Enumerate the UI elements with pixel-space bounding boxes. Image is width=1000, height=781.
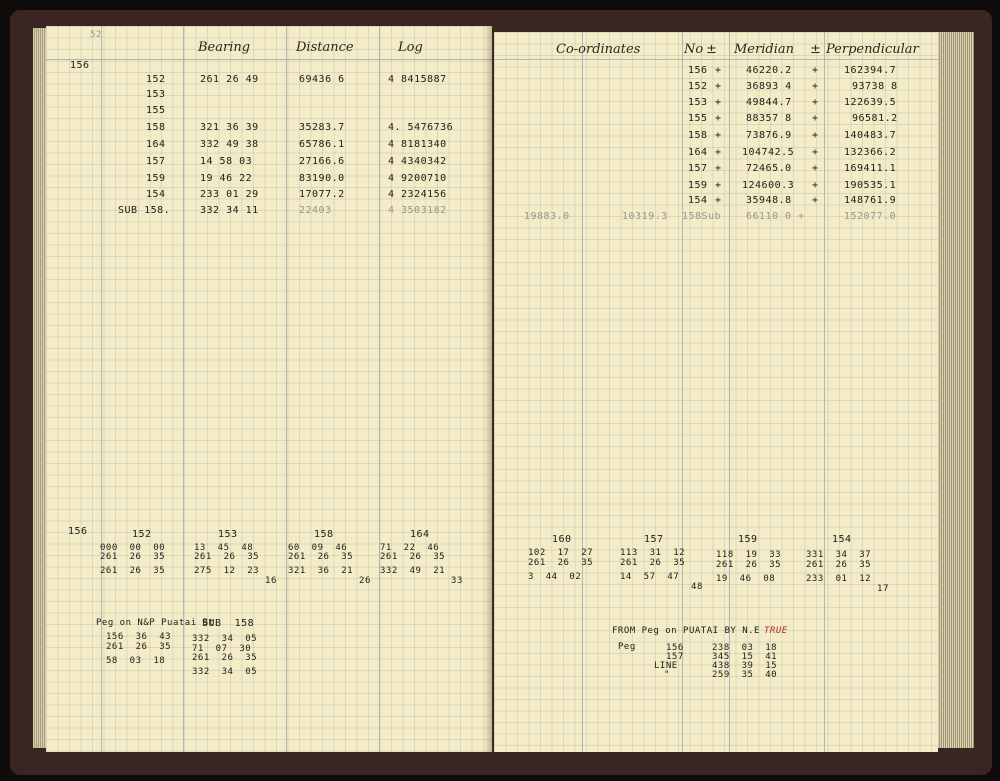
meridian-cell: 46220.2 [746, 65, 792, 76]
no-cell: 152 [688, 81, 708, 92]
bearing-cell: 233 01 29 [200, 189, 259, 200]
bearing-cell: 14 58 03 [200, 156, 253, 167]
column-rule [379, 26, 380, 752]
perpendicular-cell: 132366.2 [844, 147, 897, 158]
no-cell: 156 [688, 65, 708, 76]
calc-line: 48 [620, 582, 703, 592]
peg-row-value: 345 15 41 [712, 652, 778, 662]
calc-line: 3 44 02 [528, 572, 582, 582]
calc-line: 71 07 30 [192, 644, 252, 654]
sign-cell: + [812, 130, 819, 141]
header-plus-minus: ± [810, 42, 821, 57]
right-page-edges [934, 32, 974, 748]
distance-cell: 83190.0 [299, 173, 345, 184]
calc-line: 33 [380, 576, 463, 586]
header-rule [46, 59, 492, 60]
calc-head: 164 [410, 529, 430, 540]
perpendicular-cell: 169411.1 [844, 163, 897, 174]
faint-cell: 19883.0 [524, 211, 570, 222]
faint-cell: 10319.3 [622, 211, 668, 222]
peg-label: Peg on N&P Puatai Bt [96, 618, 215, 628]
no-cell: 153 [688, 97, 708, 108]
right-page [494, 32, 938, 752]
sign-cell: + [812, 180, 819, 191]
log-cell: 4 9200710 [388, 173, 447, 184]
peg-row-value: 259 35 40 [712, 670, 778, 680]
calc-line: 14 57 47 [620, 572, 680, 582]
calc-line: 102 17 27 [528, 548, 594, 558]
calc-line: 332 49 21 [380, 566, 446, 576]
peg-row-value: 438 39 15 [712, 661, 778, 671]
sign-cell: + [715, 147, 722, 158]
calc-line: 331 34 37 [806, 550, 872, 560]
faint-cell: 152077.0 [844, 211, 897, 222]
calc-line: 321 36 21 [288, 566, 354, 576]
bearing-cell: 321 36 39 [200, 122, 259, 133]
bearing-cell: 332 34 11 [200, 205, 259, 216]
calc-line: 17 [806, 584, 889, 594]
log-cell: 4 3503182 [388, 205, 447, 216]
calc-line: 261 26 35 [100, 552, 166, 562]
station-cell: 158 [146, 122, 166, 133]
peg-row-label: 157 [666, 652, 684, 662]
meridian-cell: 49844.7 [746, 97, 792, 108]
calc-line: 71 22 46 [380, 543, 440, 553]
sign-cell: + [715, 195, 722, 206]
log-cell: 4 8415887 [388, 74, 447, 85]
perpendicular-cell: 96581.2 [852, 113, 898, 124]
no-cell: 158 [688, 130, 708, 141]
header-log: Log [398, 40, 423, 55]
perpendicular-cell: 148761.9 [844, 195, 897, 206]
no-cell: 164 [688, 147, 708, 158]
meridian-cell: 124600.3 [742, 180, 795, 191]
station-cell: 154 [146, 189, 166, 200]
calc-line: 332 34 05 [192, 634, 258, 644]
calc-line: 60 09 46 [288, 543, 348, 553]
column-rule [286, 26, 287, 752]
calc-head: 153 [218, 529, 238, 540]
from-peg-label: FROM Peg on PUATAI BY N.E [612, 626, 760, 636]
sign-cell: + [812, 97, 819, 108]
calc-line: 58 03 18 [106, 656, 166, 666]
calc-head: 152 [132, 529, 152, 540]
perpendicular-cell: 140483.7 [844, 130, 897, 141]
margin-rule [101, 26, 102, 752]
sub-label: SUB 158 [202, 618, 255, 629]
perpendicular-cell: 122639.5 [844, 97, 897, 108]
calc-line: 261 26 35 [806, 560, 872, 570]
calc-head: 159 [738, 534, 758, 545]
meridian-cell: 73876.9 [746, 130, 792, 141]
sign-cell: + [715, 163, 722, 174]
calc-line: 261 26 35 [192, 653, 258, 663]
peg-word: Peg [618, 642, 636, 652]
no-cell: 159 [688, 180, 708, 191]
true-label: TRUE [764, 626, 788, 636]
sign-cell: + [715, 97, 722, 108]
calc-line: 261 26 35 [288, 552, 354, 562]
header-rule [494, 59, 938, 60]
calc-line: 261 26 35 [106, 642, 172, 652]
sign-cell: + [812, 81, 819, 92]
station-cell: 155 [146, 105, 166, 116]
sign-cell: + [812, 113, 819, 124]
log-cell: 4 2324156 [388, 189, 447, 200]
calc-line: 261 26 35 [380, 552, 446, 562]
calc-head: 160 [552, 534, 572, 545]
header-bearing: Bearing [198, 40, 251, 55]
calc-line: 261 26 35 [716, 560, 782, 570]
header-distance: Distance [296, 40, 354, 55]
calc-line: 261 26 35 [194, 552, 260, 562]
header-meridian: Meridian [734, 42, 794, 57]
calc-line: 275 12 23 [194, 566, 260, 576]
faint-cell: 158Sub [682, 211, 722, 222]
distance-cell: 35283.7 [299, 122, 345, 133]
peg-row-label: LINE [654, 661, 678, 671]
sign-cell: + [715, 81, 722, 92]
calc-line: 261 26 35 [100, 566, 166, 576]
calc-line: 261 26 35 [528, 558, 594, 568]
calc-line: 233 01 12 [806, 574, 872, 584]
page-number: 156 [70, 60, 90, 71]
log-cell: 4. 5476736 [388, 122, 454, 133]
calc-line: 332 34 05 [192, 667, 258, 677]
calc-line: 118 19 33 [716, 550, 782, 560]
distance-cell: 17077.2 [299, 189, 345, 200]
perpendicular-cell: 190535.1 [844, 180, 897, 191]
meridian-cell: 35948.8 [746, 195, 792, 206]
bearing-cell: 332 49 38 [200, 139, 259, 150]
bearing-cell: 19 46 22 [200, 173, 253, 184]
no-cell: 157 [688, 163, 708, 174]
peg-row-label: 156 [666, 643, 684, 653]
bearing-cell: 261 26 49 [200, 74, 259, 85]
meridian-cell: 104742.5 [742, 147, 795, 158]
station-cell: SUB 158. [118, 205, 171, 216]
calc-head: 158 [314, 529, 334, 540]
column-rule [582, 32, 583, 752]
calc-head: 157 [644, 534, 664, 545]
calc-head: 154 [832, 534, 852, 545]
distance-cell: 27166.6 [299, 156, 345, 167]
column-rule [183, 26, 184, 752]
distance-cell: 22403 [299, 205, 332, 216]
meridian-cell: 88357 8 [746, 113, 792, 124]
sign-cell: + [812, 147, 819, 158]
station-cell: 153 [146, 89, 166, 100]
column-rule [824, 32, 825, 752]
station-cell: 159 [146, 173, 166, 184]
calc-line: 156 36 43 [106, 632, 172, 642]
no-cell: 155 [688, 113, 708, 124]
sign-cell: + [812, 65, 819, 76]
sign-cell: + [715, 180, 722, 191]
meridian-cell: 72465.0 [746, 163, 792, 174]
header-perpendicular: Perpendicular [826, 42, 919, 57]
calc-line: 26 [288, 576, 371, 586]
header-coordinates: Co-ordinates [556, 42, 641, 57]
distance-cell: 69436 6 [299, 74, 345, 85]
sign-cell: + [715, 130, 722, 141]
pencil-corner-note: 52 [90, 30, 102, 40]
faint-cell: 66110 0 + [746, 211, 805, 222]
sign-cell: + [812, 163, 819, 174]
log-cell: 4 4340342 [388, 156, 447, 167]
calc-line: 19 46 08 [716, 574, 776, 584]
sign-cell: + [715, 113, 722, 124]
header-plus-minus: ± [706, 42, 717, 57]
sign-cell: + [715, 65, 722, 76]
peg-row-value: 238 03 18 [712, 643, 778, 653]
perpendicular-cell: 162394.7 [844, 65, 897, 76]
calc-line: 16 [194, 576, 277, 586]
calc-line: 13 45 48 [194, 543, 254, 553]
station-cell: 157 [146, 156, 166, 167]
meridian-cell: 36893 4 [746, 81, 792, 92]
distance-cell: 65786.1 [299, 139, 345, 150]
station-cell: 164 [146, 139, 166, 150]
perpendicular-cell: 93738 8 [852, 81, 898, 92]
left-page [46, 26, 492, 752]
sign-cell: + [812, 195, 819, 206]
log-cell: 4 8181340 [388, 139, 447, 150]
calc-line: 113 31 12 [620, 548, 686, 558]
station-cell: 152 [146, 74, 166, 85]
calc-station-label: 156 [68, 526, 88, 537]
calc-line: 000 00 00 [100, 543, 166, 553]
peg-row-label: " [664, 670, 670, 680]
calc-line: 261 26 35 [620, 558, 686, 568]
header-number: No [684, 42, 704, 57]
no-cell: 154 [688, 195, 708, 206]
